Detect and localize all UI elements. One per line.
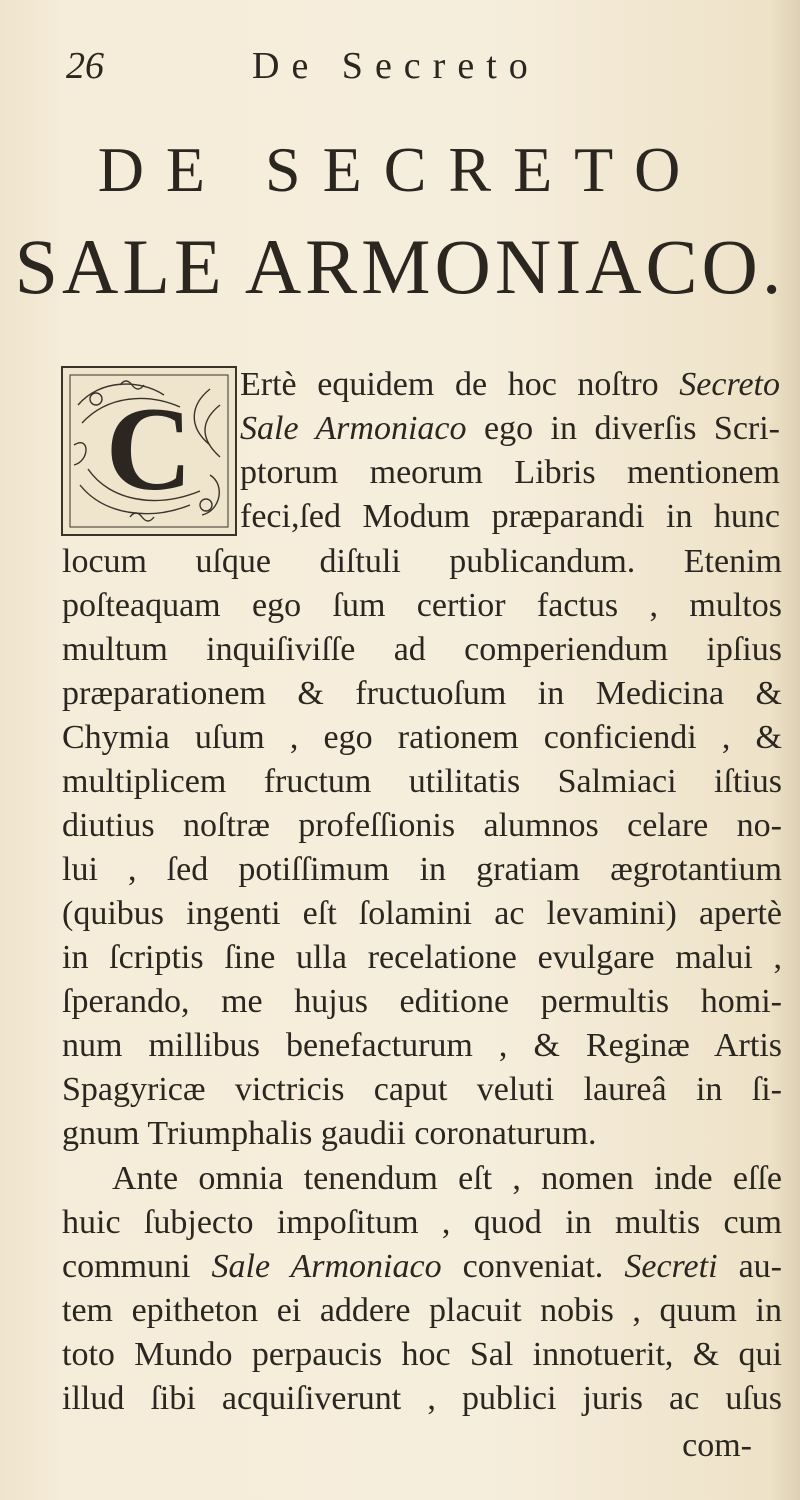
text-line [62,981,782,1023]
text-span: poſteaquam ego ſum certior factus , multos [62,587,782,624]
text-span: num millibus benefacturum , & Reginæ Artis [62,1027,782,1064]
text-line [62,1025,782,1067]
text-span: toto Mundo perpaucis hoc Sal innotuerit, & qui [62,1336,782,1373]
text-span: multiplicem fructum utilitatis Salmiaci iſtius [62,763,782,800]
text-span: gnum Triumphalis gaudii coronaturum. [62,1115,597,1152]
text-line [240,364,780,406]
text-span: ptorum meorum Libris mentionem [240,454,780,491]
text-line [62,937,782,979]
italic-span: Sale Armoniaco [211,1248,442,1285]
text-line [62,1290,782,1332]
text-line [62,761,782,803]
text-span: Spagyricæ victricis caput veluti laureâ in ſi- [62,1071,782,1108]
text-line [112,1158,782,1200]
text-span: ſperando, me hujus editione permultis homi- [62,983,782,1020]
text-span: au- [717,1248,782,1285]
italic-span: Sale Armoniaco [240,410,467,447]
text-line [62,893,782,935]
chapter-title-line-1: DE SECRETO [97,134,703,205]
text-line [62,1069,782,1111]
text-span: tem epitheton ei addere placuit nobis , quum in [62,1292,782,1329]
text-line [62,805,782,847]
text-span: lui , ſed potiſſimum in gratiam ægrotantium [62,851,782,888]
text-span: Ertè equidem de hoc noſtro [240,366,680,403]
text-line [240,496,780,538]
text-line [240,452,780,494]
text-span: (quibus ingenti eſt ſolamini ac levamini) apertè [62,895,782,932]
text-line [62,849,782,891]
text-line [62,673,782,715]
text-line [62,1246,782,1288]
running-head [66,44,740,104]
text-line [240,408,780,450]
text-span: feci,ſed Modum præparandi in hunc [240,498,780,535]
italic-span: Secreti [624,1248,718,1285]
text-span: illud ſibi acquiſiverunt , publici juris ac uſus [62,1380,782,1417]
text-span: multum inquiſiviſſe ad comperiendum ipſius [62,631,782,668]
text-span: communi [62,1248,212,1285]
text-span: præparationem & fructuoſum in Medicina & [62,675,782,712]
text-span: huic ſubjecto impoſitum , quod in multis cum [62,1204,782,1241]
text-span: diutius noſtræ profeſſionis alumnos celare no- [62,807,782,844]
text-line [62,1202,782,1244]
text-line [62,629,782,671]
running-title: De Secreto [252,45,540,87]
text-span: ego in diverſis Scri- [466,410,780,447]
text-line [62,1378,782,1420]
text-line [62,1113,782,1155]
ornamental-initial-icon [60,365,238,537]
text-span: Chymia uſum , ego rationem conficiendi , & [62,719,782,756]
text-line [62,1334,782,1376]
text-span: locum uſque diſtuli publicandum. Etenim [62,543,782,580]
catchword: com- [682,1427,752,1464]
text-line [62,585,782,627]
text-line [62,717,782,759]
text-span: Ante omnia tenendum eſt , nomen inde eſſe [112,1160,782,1197]
svg-text:C: C [105,382,193,515]
text-span: in ſcriptis ſine ulla recelatione evulgare malui , [62,939,782,976]
text-line [62,541,782,583]
italic-span: Secreto [679,366,780,403]
text-span: conveniat. [441,1248,625,1285]
chapter-title-line-2: SALE ARMONIACO. [14,223,786,310]
page-number: 26 [66,45,104,87]
